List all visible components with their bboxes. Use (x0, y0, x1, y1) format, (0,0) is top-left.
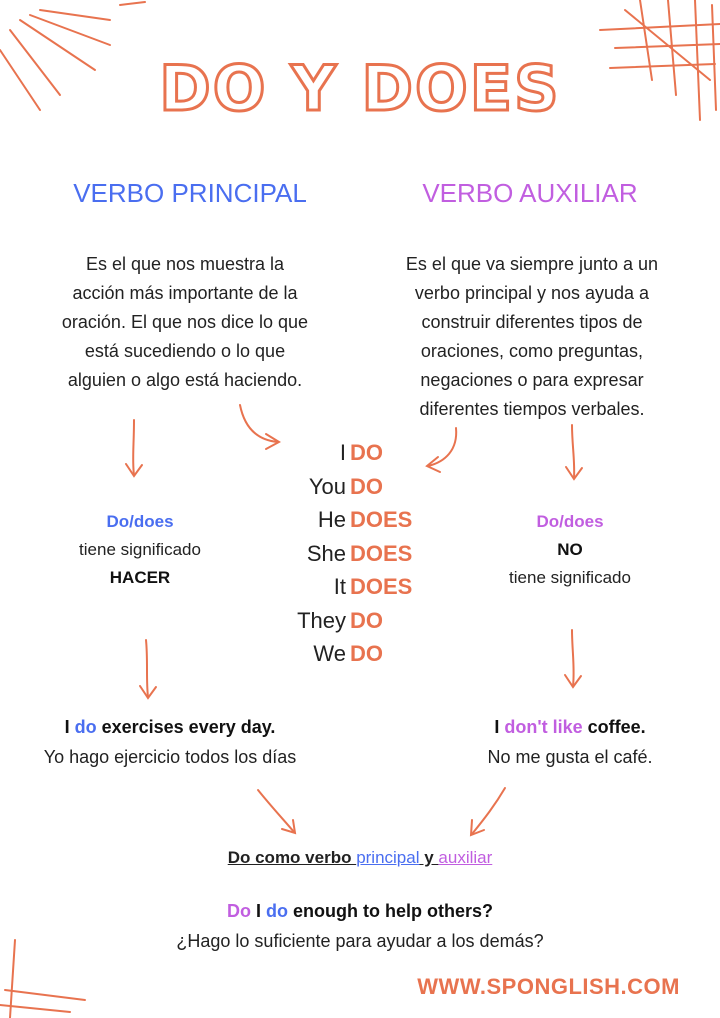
description-line: alguien o algo está haciendo. (67, 370, 303, 390)
arrow-icon-right-2 (565, 630, 581, 687)
heading-verbo-principal: VERBO PRINCIPAL (73, 178, 307, 208)
example-text: exercises every day. (96, 717, 276, 737)
pronoun: I (339, 440, 346, 465)
example-sentence (420, 712, 720, 742)
conjugation-row (280, 574, 440, 608)
verb-form: DO (350, 440, 383, 465)
example-auxiliar (420, 712, 720, 772)
box-text: tiene significado (79, 540, 201, 559)
box-text: tiene significado (509, 568, 631, 587)
pronoun: She (306, 540, 346, 566)
example-main-verb: do (266, 901, 288, 921)
arrow-icon-right-1 (566, 425, 582, 479)
description-line: negaciones o para expresar (420, 370, 644, 390)
pronoun: They (297, 607, 346, 633)
example-sentence (0, 896, 720, 926)
heading-principal: principal (356, 848, 420, 867)
pronoun: He (317, 507, 346, 532)
verb-form: DOES (350, 540, 413, 566)
arrow-icon-bottom-left (258, 790, 295, 833)
example-principal (10, 712, 330, 772)
conjugation-row (280, 440, 440, 474)
heading-text: Do como verbo (227, 848, 357, 867)
arrow-icon-bottom-right (471, 788, 505, 835)
example-text: I (250, 901, 266, 921)
description-line: diferentes tiempos verbales. (419, 399, 645, 419)
verb-form: DOES (350, 507, 413, 532)
description-line: acción más importante de la (72, 283, 298, 303)
arrow-icon-center-left (240, 405, 279, 449)
example-verb: do (74, 717, 97, 737)
footer-website: WWW.SPONGLISH.COM (417, 974, 680, 999)
example-text: enough to help others? (288, 901, 493, 921)
example-translation: Yo hago ejercicio todos los días (43, 747, 297, 767)
description-auxiliar (376, 250, 688, 424)
example-text: I (494, 717, 505, 737)
description-line: está sucediendo o lo que (84, 341, 286, 361)
pronoun: It (333, 574, 346, 599)
example-translation: ¿Hago lo suficiente para ayudar a los demás? (176, 931, 544, 951)
description-principal (30, 250, 340, 395)
box-label: Do/does (536, 512, 604, 531)
verb-form: DOES (350, 574, 413, 599)
arrow-icon-left-2 (140, 640, 156, 698)
description-line: oraciones, como preguntas, (420, 341, 644, 361)
conjugation-table (280, 440, 440, 675)
box-label: Do/does (106, 512, 174, 531)
conjugation-row (280, 507, 440, 541)
meaning-box-auxiliar (470, 508, 670, 592)
verb-form: DO (350, 473, 383, 499)
example-text: coffee. (582, 717, 646, 737)
verb-form: DO (350, 607, 383, 633)
example-verb: don't like (504, 717, 583, 737)
conjugation-row (280, 641, 440, 675)
description-line: construir diferentes tipos de (421, 312, 643, 332)
description-line: oración. El que nos dice lo que (61, 312, 309, 332)
pronoun: You (308, 473, 346, 499)
heading-auxiliar: auxiliar (438, 848, 493, 867)
pronoun: We (313, 641, 346, 666)
combined-example (0, 896, 720, 956)
description-line: verbo principal y nos ayuda a (414, 283, 650, 303)
meaning-box-principal (40, 508, 240, 592)
heading-verbo-auxiliar: VERBO AUXILIAR (422, 178, 638, 208)
conjugation-row (280, 541, 440, 575)
example-sentence (10, 712, 330, 742)
conjugation-row (280, 608, 440, 642)
combined-heading (0, 848, 720, 868)
box-emphasis: NO (557, 540, 583, 559)
page-title: DO Y DOES (159, 52, 561, 125)
conjugation-row (280, 474, 440, 508)
heading-text: y (419, 848, 439, 867)
description-line: Es el que nos muestra la (85, 254, 285, 274)
example-translation: No me gusta el café. (487, 747, 653, 767)
description-line: Es el que va siempre junto a un (405, 254, 659, 274)
example-aux-verb: Do (226, 901, 251, 921)
box-emphasis: HACER (109, 568, 171, 587)
example-text: I (64, 717, 75, 737)
arrow-icon-left-1 (126, 420, 142, 476)
verb-form: DO (350, 641, 383, 666)
